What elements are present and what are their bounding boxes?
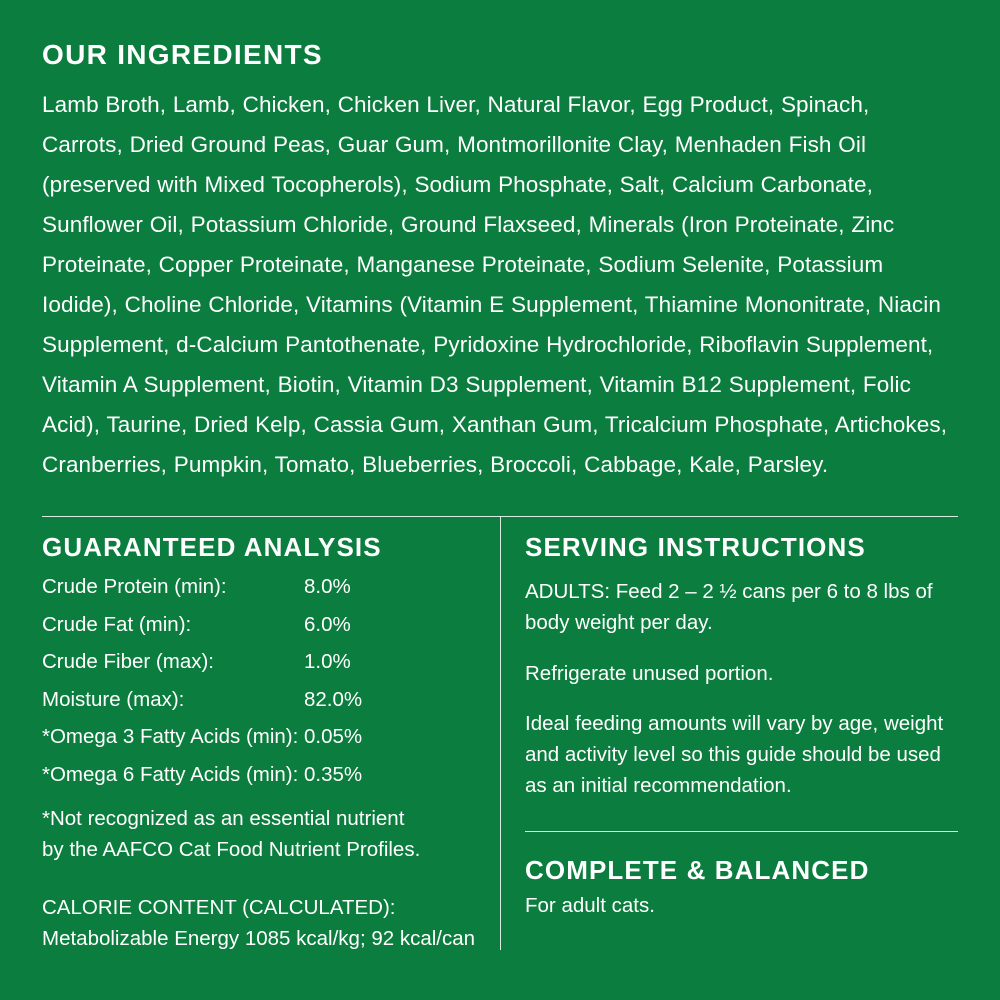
nutrient-value: 1.0% (304, 650, 351, 673)
table-row (42, 727, 482, 765)
guaranteed-analysis-title: GUARANTEED ANALYSIS (42, 532, 382, 562)
nutrient-label: *Omega 3 Fatty Acids (min): (42, 725, 299, 748)
table-row (42, 577, 482, 615)
vertical-divider (500, 516, 501, 950)
guaranteed-analysis-footnote (42, 804, 482, 866)
table-row (42, 615, 482, 653)
nutrient-label: Moisture (max): (42, 687, 185, 711)
footnote-line-2: by the AAFCO Cat Food Nutrient Profiles. (42, 837, 421, 861)
serving-paragraph-guide: Ideal feeding amounts will vary by age, weight and activity level so this guide should be used as an initial recommendation. (525, 712, 944, 797)
serving-instructions-body (525, 577, 955, 802)
table-row (42, 690, 482, 728)
nutrient-value: 8.0% (304, 575, 351, 598)
nutrient-value: 0.35% (304, 762, 363, 786)
serving-instructions-title: SERVING INSTRUCTIONS (525, 532, 866, 562)
complete-balanced-body: For adult cats. (525, 894, 655, 917)
serving-paragraph-adults: ADULTS: Feed 2 – 2 ½ cans per 6 to 8 lbs of body weight per day. (525, 580, 933, 634)
complete-balanced-title: COMPLETE & BALANCED (525, 855, 870, 885)
nutrient-value: 82.0% (304, 687, 363, 711)
table-row (42, 765, 482, 803)
footnote-line-1: *Not recognized as an essential nutrient (42, 807, 405, 830)
nutrient-label: Crude Fiber (max): (42, 650, 215, 673)
ingredients-title: OUR INGREDIENTS (42, 39, 323, 70)
ingredients-body: Lamb Broth, Lamb, Chicken, Chicken Liver, Natural Flavor, Egg Product, Spinach, Carrots, Dried Ground Peas, Guar Gum, Montmorillonite Clay, Menhaden Fish Oil (preserved with Mixed Tocopherols), Sodium Phosphate, Salt, Calcium Carbonate, Sunflower Oil, Potassium Chloride, Ground Flaxseed, Minerals (Iron Proteinate, Zinc Proteinate, Copper Proteinate, Manganese Proteinate, Sodium Selenite, Potassium Iodide), Choline Chloride, Vitamins (Vitamin E Supplement, Thiamine Mononitrate, Niacin Supplement, d-Calcium Pantothenate, Pyridoxine Hydrochloride, Riboflavin Supplement, Vitamin A Supplement, Biotin, Vitamin D3 Supplement, Vitamin B12 Supplement, Folic Acid), Taurine, Dried Kelp, Cassia Gum, Xanthan Gum, Tricalcium Phosphate, Artichokes, Cranberries, Pumpkin, Tomato, Blueberries, Broccoli, Cabbage, Kale, Parsley. (42, 91, 948, 478)
ingredients-section (42, 40, 958, 485)
table-row (42, 652, 482, 690)
guaranteed-analysis-section (42, 532, 482, 955)
serving-paragraph-refrigerate: Refrigerate unused portion. (525, 661, 774, 685)
guaranteed-analysis-table (42, 577, 482, 802)
complete-balanced-section (525, 855, 955, 921)
nutrient-value: 6.0% (304, 612, 351, 636)
serving-instructions-section (525, 532, 955, 802)
nutrient-label: *Omega 6 Fatty Acids (min): (42, 762, 299, 786)
nutrient-label: Crude Fat (min): (42, 612, 192, 636)
calorie-content-value: Metabolizable Energy 1085 kcal/kg; 92 kcal/can (42, 927, 476, 951)
horizontal-divider-right (525, 831, 958, 832)
nutrient-value: 0.05% (304, 725, 363, 748)
nutrient-label: Crude Protein (min): (42, 575, 227, 598)
calorie-content-label: CALORIE CONTENT (CALCULATED): (42, 895, 396, 919)
calorie-content-block (42, 892, 482, 956)
